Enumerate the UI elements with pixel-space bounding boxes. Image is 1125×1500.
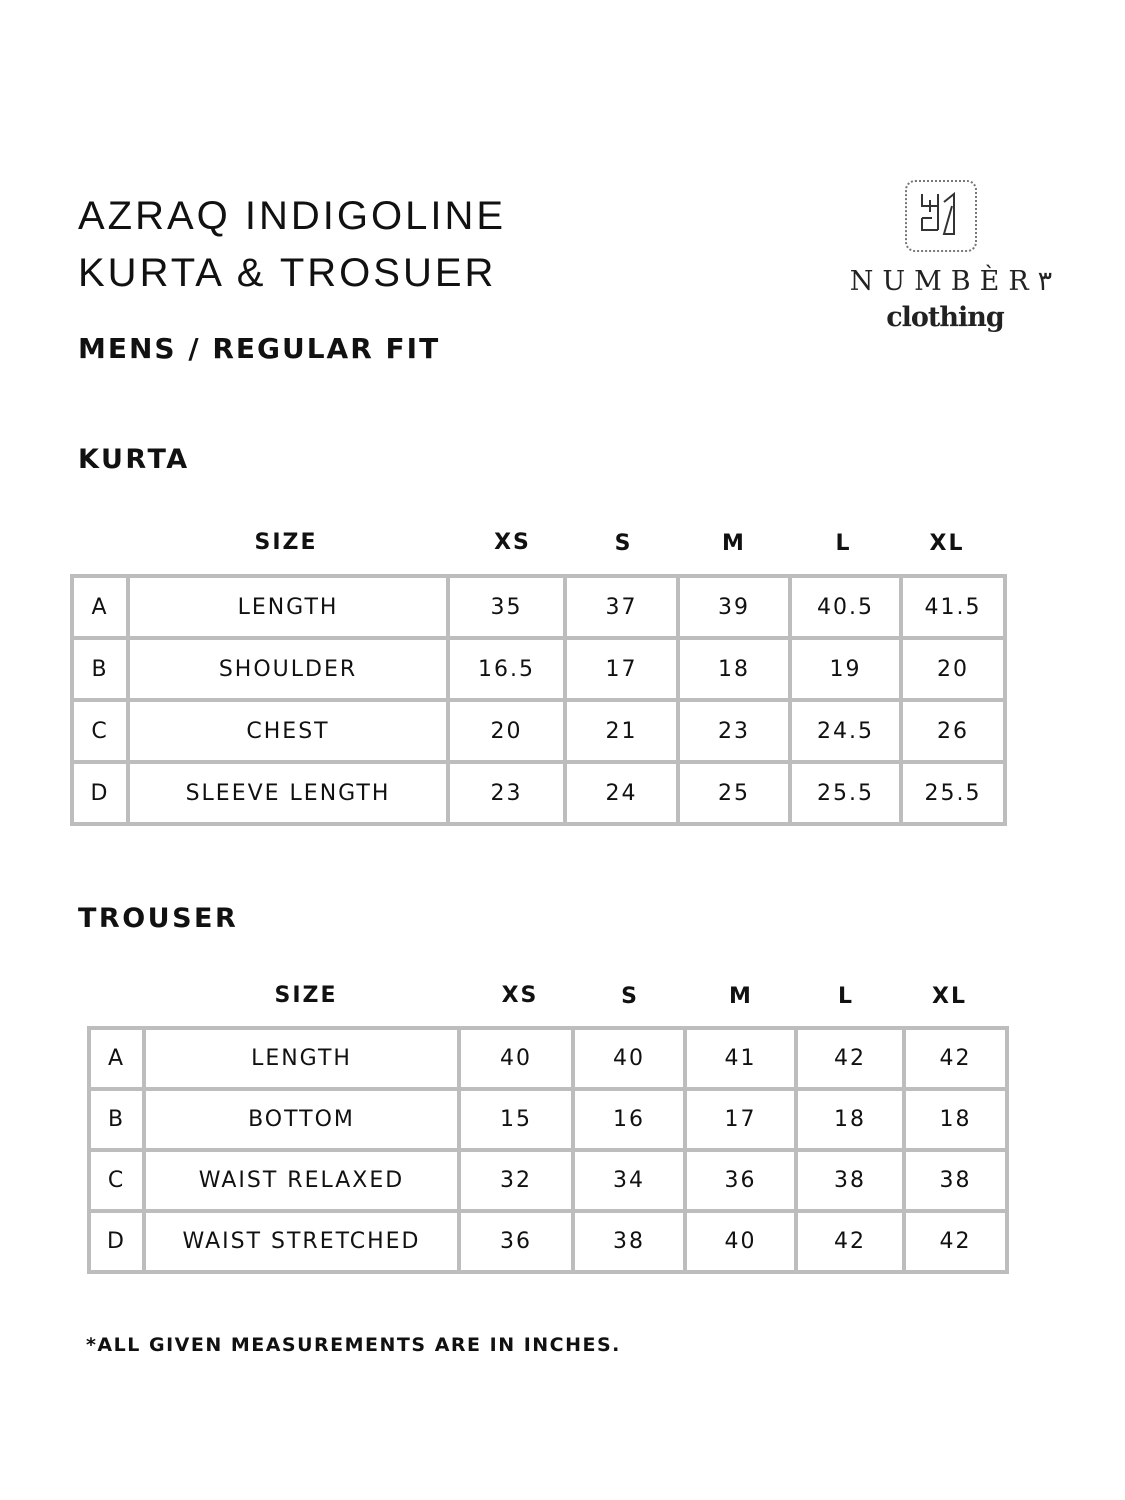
value-cell: 42 [904, 1028, 1007, 1089]
value-cell: 42 [796, 1211, 904, 1272]
value-cell: 34 [573, 1150, 685, 1211]
value-cell: 20 [901, 638, 1005, 700]
value-cell: 37 [565, 576, 678, 638]
value-cell: 15 [459, 1089, 573, 1150]
table-row [72, 638, 1005, 700]
value-cell: 18 [904, 1089, 1007, 1150]
kurta-size-table [70, 574, 1007, 826]
measurement-label: SHOULDER [128, 638, 448, 700]
value-cell: 23 [678, 700, 790, 762]
value-cell: 26 [901, 700, 1005, 762]
kurta-section-title: KURTA [78, 444, 190, 475]
trouser-size-table [87, 1026, 1009, 1274]
row-key: B [72, 638, 128, 700]
value-cell: 18 [678, 638, 790, 700]
trouser-section-title: TROUSER [78, 903, 239, 934]
value-cell: 17 [685, 1089, 796, 1150]
value-cell: 18 [796, 1089, 904, 1150]
value-cell: 41 [685, 1028, 796, 1089]
kurta-size-m: M [722, 531, 746, 556]
trouser-size-m: M [729, 984, 753, 1009]
trouser-size-xs: XS [501, 983, 539, 1008]
value-cell: 24 [565, 762, 678, 824]
product-title [78, 188, 506, 302]
value-cell: 38 [573, 1211, 685, 1272]
value-cell: 42 [796, 1028, 904, 1089]
value-cell: 24.5 [790, 700, 901, 762]
monogram-glyph-icon [918, 190, 964, 242]
table-row [89, 1150, 1007, 1211]
value-cell: 35 [448, 576, 565, 638]
value-cell: 42 [904, 1211, 1007, 1272]
kurta-size-l: L [835, 531, 852, 556]
value-cell: 16 [573, 1089, 685, 1150]
brand-logo [830, 178, 1070, 343]
trouser-size-xl: XL [932, 984, 967, 1009]
brand-monogram-icon [905, 180, 977, 252]
measurement-footnote: *ALL GIVEN MEASUREMENTS ARE IN INCHES. [86, 1334, 621, 1356]
value-cell: 38 [796, 1150, 904, 1211]
trouser-size-s: S [621, 984, 639, 1009]
value-cell: 40.5 [790, 576, 901, 638]
measurement-label: WAIST STRETCHED [144, 1211, 459, 1272]
table-row [89, 1211, 1007, 1272]
value-cell: 36 [685, 1150, 796, 1211]
measurement-label: SLEEVE LENGTH [128, 762, 448, 824]
row-key: A [72, 576, 128, 638]
kurta-size-header: SIZE [254, 530, 318, 555]
row-key: D [72, 762, 128, 824]
value-cell: 40 [573, 1028, 685, 1089]
value-cell: 39 [678, 576, 790, 638]
trouser-size-l: L [837, 984, 855, 1009]
value-cell: 25.5 [901, 762, 1005, 824]
value-cell: 19 [790, 638, 901, 700]
row-key: C [72, 700, 128, 762]
measurement-label: BOTTOM [144, 1089, 459, 1150]
row-key: B [89, 1089, 144, 1150]
kurta-size-s: S [614, 531, 633, 556]
product-title-line-1: AZRAQ INDIGOLINE [78, 194, 507, 238]
value-cell: 32 [459, 1150, 573, 1211]
table-row [89, 1028, 1007, 1089]
value-cell: 25 [678, 762, 790, 824]
row-key: C [89, 1150, 144, 1211]
table-row [89, 1089, 1007, 1150]
value-cell: 25.5 [790, 762, 901, 824]
row-key: D [89, 1211, 144, 1272]
value-cell: 40 [459, 1028, 573, 1089]
value-cell: 23 [448, 762, 565, 824]
value-cell: 36 [459, 1211, 573, 1272]
product-title-line-2: KURTA & TROSUER [78, 251, 497, 295]
table-row [72, 762, 1005, 824]
value-cell: 21 [565, 700, 678, 762]
measurement-label: LENGTH [144, 1028, 459, 1089]
value-cell: 40 [685, 1211, 796, 1272]
fit-subtitle: MENS / REGULAR FIT [78, 332, 441, 365]
table-row [72, 576, 1005, 638]
row-key: A [89, 1028, 144, 1089]
value-cell: 16.5 [448, 638, 565, 700]
measurement-label: CHEST [128, 700, 448, 762]
value-cell: 17 [565, 638, 678, 700]
kurta-size-xs: XS [494, 530, 531, 555]
trouser-size-header: SIZE [274, 983, 338, 1008]
value-cell: 41.5 [901, 576, 1005, 638]
table-row [72, 700, 1005, 762]
value-cell: 38 [904, 1150, 1007, 1211]
kurta-size-xl: XL [929, 531, 965, 556]
brand-tagline: clothing [886, 302, 1004, 333]
measurement-label: LENGTH [128, 576, 448, 638]
measurement-label: WAIST RELAXED [144, 1150, 459, 1211]
value-cell: 20 [448, 700, 565, 762]
brand-name: NUMBÈR٣ [849, 266, 1053, 297]
